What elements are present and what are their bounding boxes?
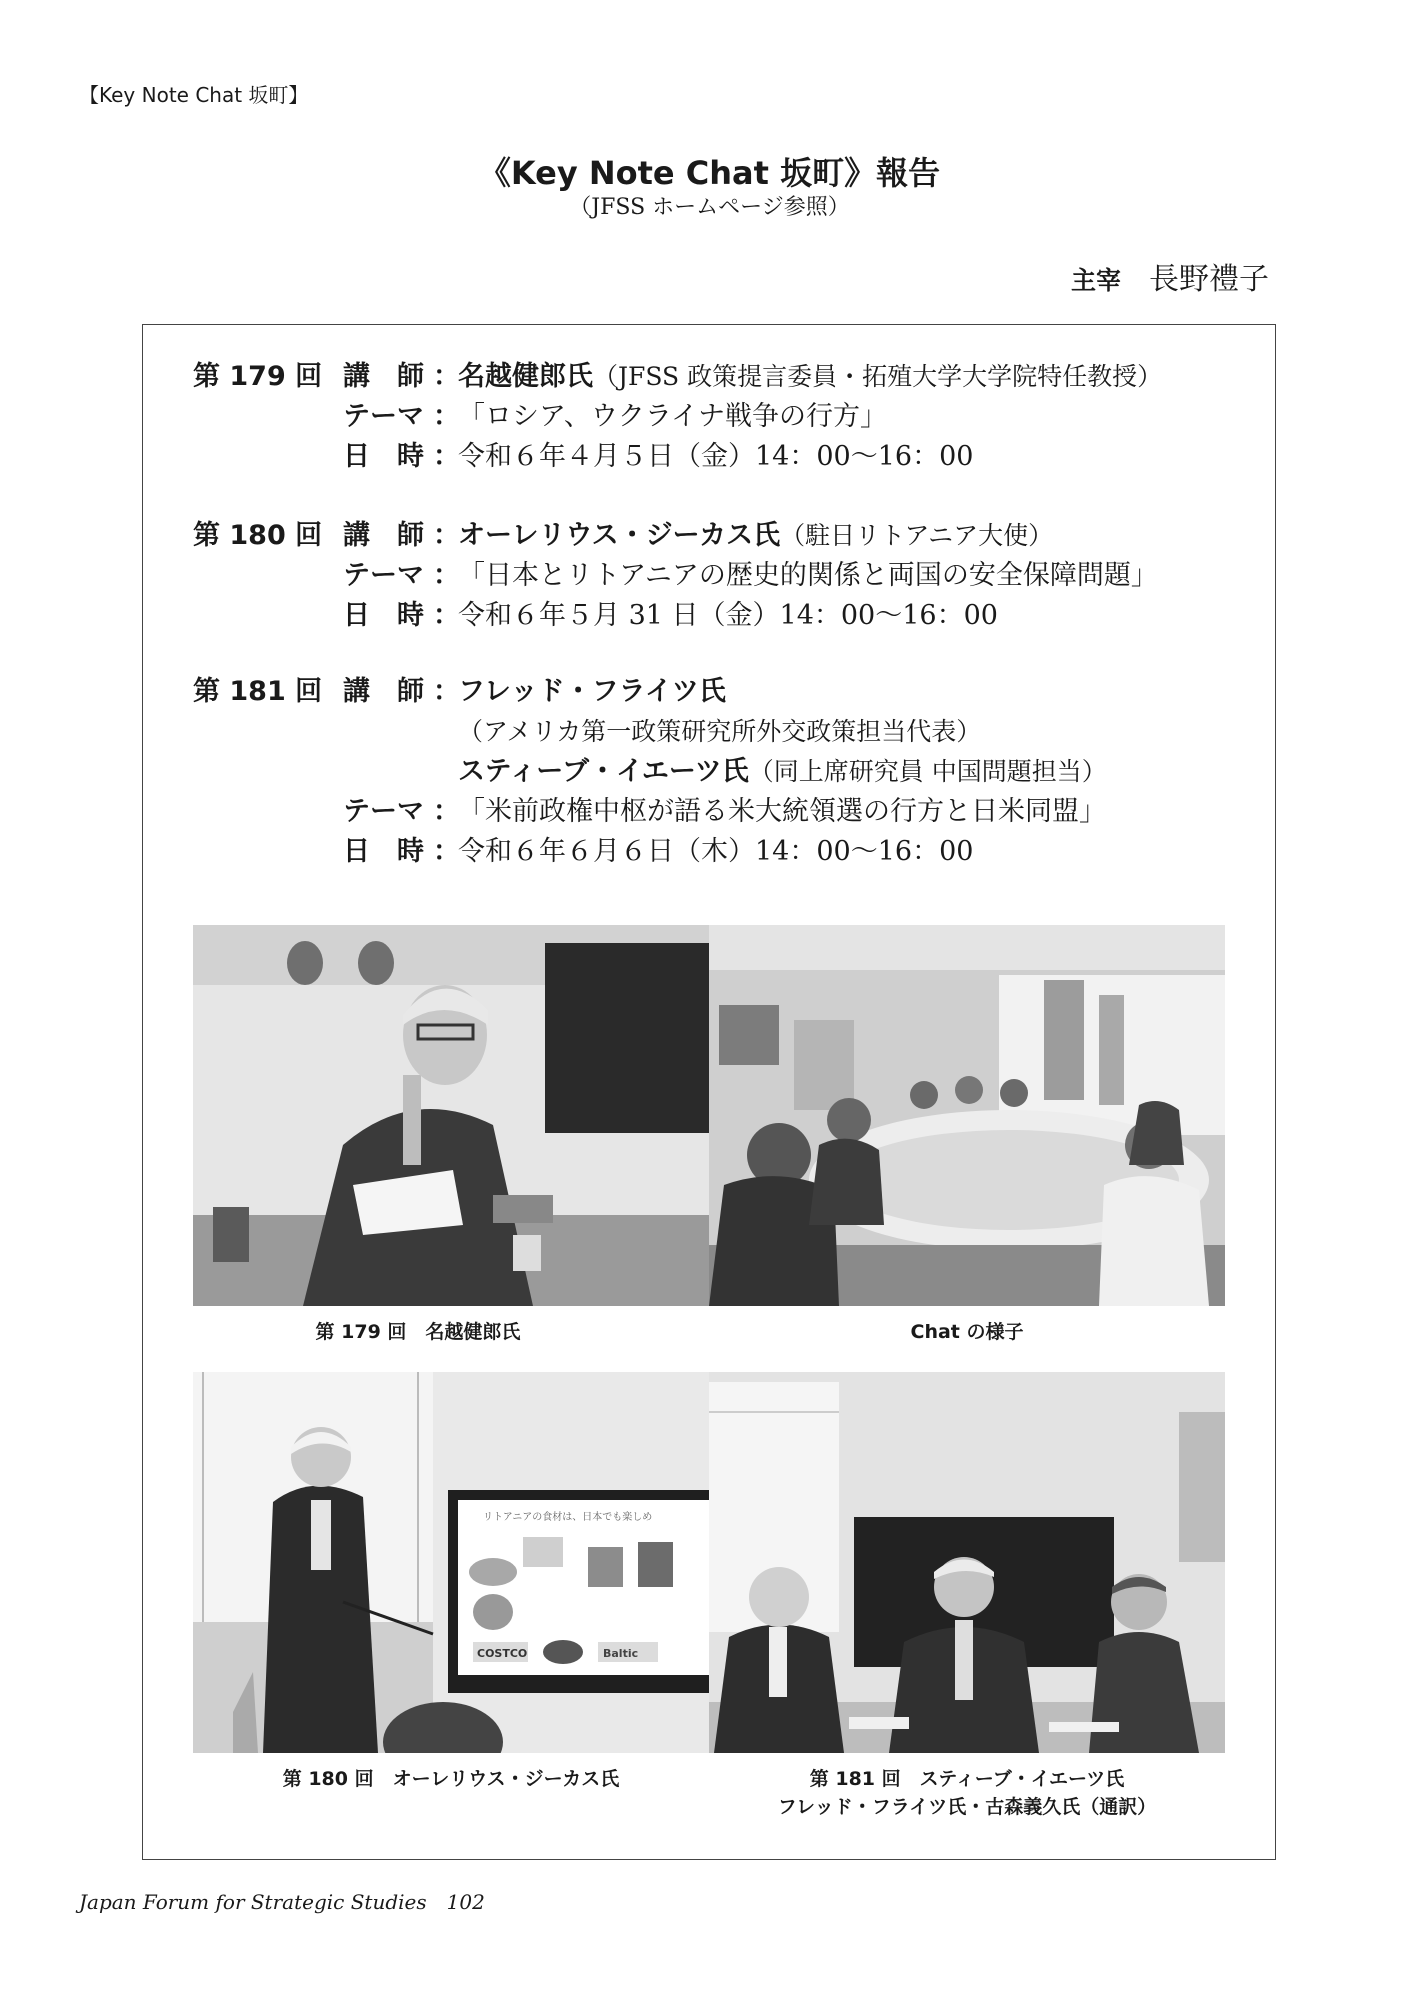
lecturer2-line (458, 752, 1107, 792)
date-text: 令和６年４月５日（金）14：00〜16：00 (458, 441, 974, 472)
lecturer-title: （駐日リトアニア大使） (780, 521, 1054, 550)
logo-baltic: Baltic (603, 1647, 639, 1660)
page-footer: Japan Forum for Strategic Studies 102 (79, 1890, 485, 1914)
organizer-role: 主宰 (1070, 266, 1121, 295)
photo-session-181 (709, 1372, 1225, 1753)
photo-session-179 (193, 925, 709, 1306)
caption-photo-180: 第 180 回 オーレリウス・ジーカス氏 (282, 1768, 620, 1790)
caption-photo-179: 第 179 回 名越健郎氏 (315, 1321, 521, 1343)
screen-headline: リトアニアの食材は、日本でも楽しめ (483, 1512, 653, 1523)
organizer (1071, 254, 1269, 298)
page-title: 《Key Note Chat 坂町》報告 (478, 154, 941, 192)
session-number: 第 179 回 (193, 361, 323, 392)
colon: ： (433, 441, 460, 472)
section-tag: 【Key Note Chat 坂町】 (79, 83, 309, 107)
colon: ： (433, 560, 460, 591)
theme-text: 「日本とリトアニアの歴史的関係と両国の安全保障問題」 (458, 560, 1158, 591)
theme-text: 「米前政権中枢が語る米大統領選の行方と日米同盟」 (458, 796, 1106, 827)
colon: ： (433, 600, 460, 631)
caption-chat: Chat の様子 (910, 1321, 1024, 1343)
colon: ： (433, 520, 460, 551)
colon: ： (433, 796, 460, 827)
lecturer-label: 講 師 (343, 676, 424, 707)
date-text: 令和６年６月６日（木）14：00〜16：00 (458, 836, 974, 867)
lecturer-label: 講 師 (343, 520, 424, 551)
theme-text: 「ロシア、ウクライナ戦争の行方」 (458, 401, 888, 432)
lecturer2-name: スティーブ・イエーツ氏 (458, 756, 749, 787)
photo-session-180 (193, 1372, 709, 1753)
lecturer-title: （JFSS 政策提言委員・拓殖大学大学院特任教授） (593, 362, 1163, 391)
lecturer-name: オーレリウス・ジーカス氏 (458, 520, 781, 551)
lecturer-title: （アメリカ第一政策研究所外交政策担当代表） (458, 717, 982, 746)
lecturer-line (458, 357, 1162, 397)
date-label: 日 時 (343, 836, 424, 867)
lecturer-name: フレッド・フライツ氏 (458, 676, 726, 707)
lecturer-name: 名越健郎氏 (458, 361, 593, 392)
session-number: 第 181 回 (193, 676, 323, 707)
organizer-name: 長野禮子 (1149, 262, 1269, 297)
colon: ： (433, 836, 460, 867)
colon: ： (433, 676, 460, 707)
lecturer-label: 講 師 (343, 361, 424, 392)
theme-label: テーマ (343, 796, 424, 827)
page-subtitle: （JFSS ホームページ参照） (569, 195, 850, 220)
logo-costco: COSTCO (477, 1647, 528, 1660)
theme-label: テーマ (343, 401, 424, 432)
colon: ： (433, 401, 460, 432)
lecturer-line (458, 516, 1053, 556)
caption-photo-181-line1: 第 181 回 スティーブ・イエーツ氏 (809, 1768, 1125, 1790)
date-label: 日 時 (343, 600, 424, 631)
date-label: 日 時 (343, 441, 424, 472)
photo-chat-scene (709, 925, 1225, 1306)
session-number: 第 180 回 (193, 520, 323, 551)
lecturer2-title: （同上席研究員 中国問題担当） (748, 757, 1107, 786)
date-text: 令和６年５月 31 日（金）14：00〜16：00 (458, 600, 998, 631)
colon: ： (433, 361, 460, 392)
theme-label: テーマ (343, 560, 424, 591)
caption-photo-181-line2: フレッド・フライツ氏・古森義久氏（通訳） (777, 1796, 1157, 1818)
